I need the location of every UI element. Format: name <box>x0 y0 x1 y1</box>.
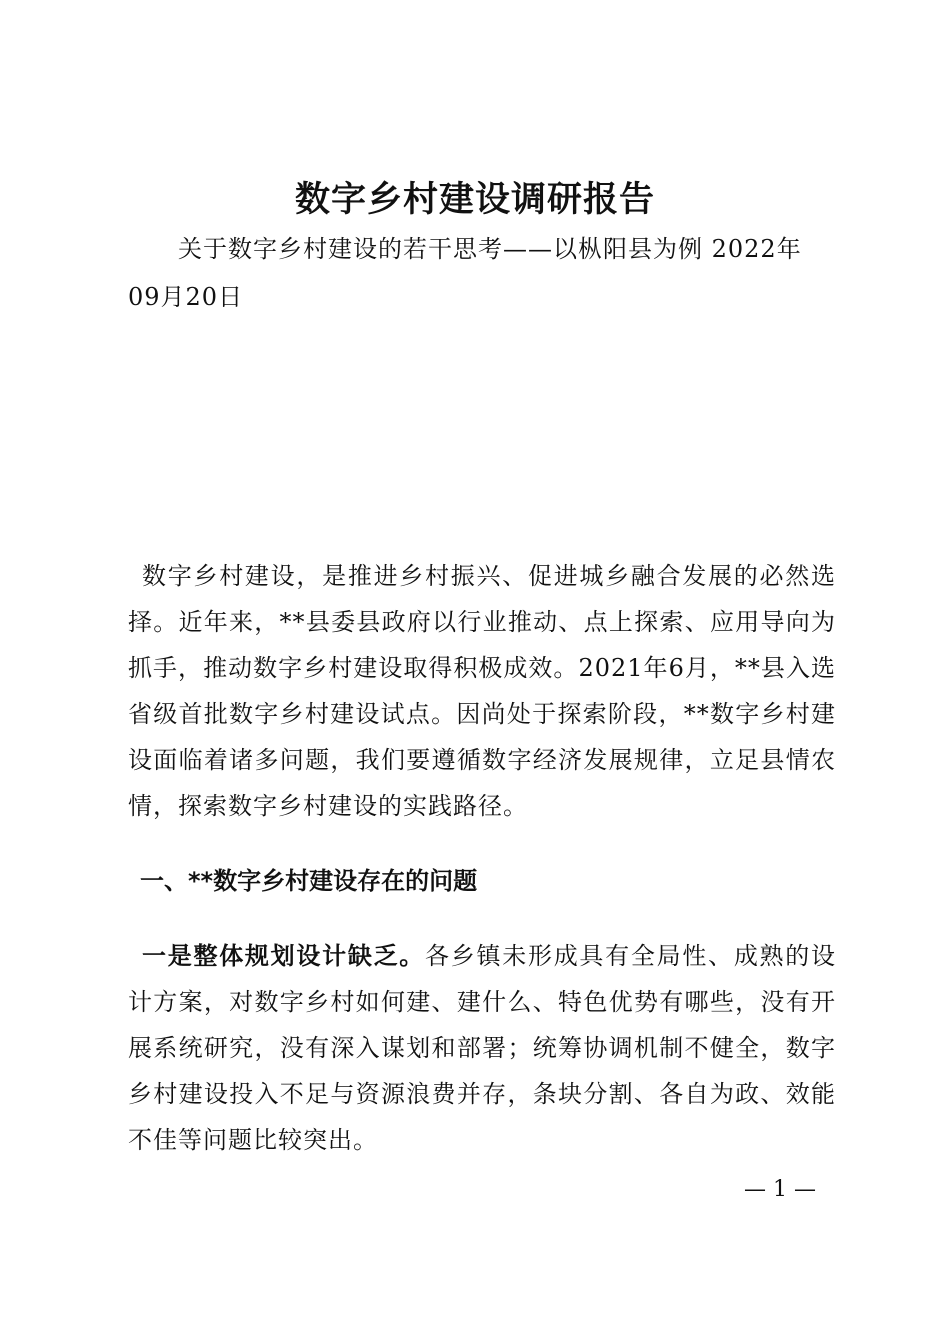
paragraph-problem-1 <box>128 933 836 1163</box>
page-number: — 1 — <box>744 1177 816 1202</box>
document-subtitle: 关于数字乡村建设的若干思考——以枞阳县为例 2022年09月20日 <box>128 235 802 311</box>
paragraph-intro: 数字乡村建设，是推进乡村振兴、促进城乡融合发展的必然选择。近年来，**县委县政府以行业推动、点上探索、应用导向为抓手，推动数字乡村建设取得积极成效。2021年6月，**县入选省级首批数字乡村建设试点。因尚处于探索阶段，**数字乡村建设面临着诸多问题，我们要遵循数字经济发展规律，立足县情农情，探索数字乡村建设的实践路径。 <box>128 562 836 820</box>
section-heading-1: 一、**数字乡村建设存在的问题 <box>140 867 478 895</box>
document-title: 数字乡村建设调研报告 <box>294 180 655 220</box>
paragraph-body: 各乡镇未形成具有全局性、成熟的设计方案，对数字乡村如何建、建什么、特色优势有哪些，没有开展系统研究，没有深入谋划和部署；统筹协调机制不健全，数字乡村建设投入不足与资源浪费并存，条块分割、各自为政、效能不佳等问题比较突出。 <box>128 942 837 1154</box>
paragraph-lead: 一是整体规划设计缺乏。 <box>142 942 426 970</box>
